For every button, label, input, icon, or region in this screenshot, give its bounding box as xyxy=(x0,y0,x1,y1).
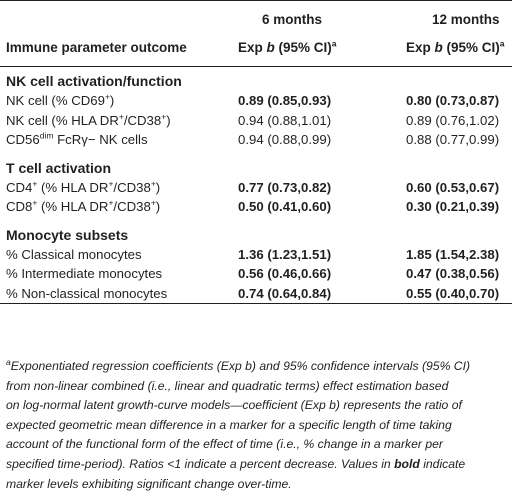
header-6-months: 6 months xyxy=(262,12,323,27)
value-6-months: 0.94 (0.88,1.01) xyxy=(238,112,332,128)
row-label: % Intermediate monocytes xyxy=(6,266,163,282)
row-label: NK cell (% HLA DR+/CD38+) xyxy=(6,111,171,128)
value-12-months: 0.88 (0.77,0.99) xyxy=(406,132,500,148)
value-12-months: 0.47 (0.38,0.56) xyxy=(406,266,500,282)
row-label: % Classical monocytes xyxy=(6,246,142,262)
table-footnote xyxy=(6,357,506,494)
footnote-line: $^a$Exponentiated regression coefficients (Exp b) and 95% confidence intervals (95% CI) xyxy=(6,356,471,373)
footnote-line: marker levels exhibiting significant change over-time. xyxy=(6,476,292,491)
row-label: CD4+ (% HLA DR+/CD38+) xyxy=(6,178,161,195)
table-row xyxy=(0,178,512,198)
table-row xyxy=(0,197,512,217)
table-row xyxy=(0,91,512,111)
table-row xyxy=(0,245,512,265)
table-row xyxy=(0,111,512,131)
section-title-nk xyxy=(0,67,512,92)
section-title: NK cell activation/function xyxy=(6,73,182,89)
value-12-months: 0.55 (0.40,0.70) xyxy=(406,285,500,301)
row-label: $CD56^{dim}$ FcRγ− NK cells xyxy=(6,130,148,148)
table-row xyxy=(0,284,512,304)
header-row-label: Immune parameter outcome xyxy=(6,40,187,55)
row-label: % Non-classical monocytes xyxy=(6,285,168,301)
value-12-months: 0.89 (0.76,1.02) xyxy=(406,112,500,128)
section-title: T cell activation xyxy=(6,159,112,176)
header-row-columns xyxy=(0,38,512,67)
table-row xyxy=(0,130,512,150)
header-exp-b-12: Exp b (95% CI)$^a$ xyxy=(406,38,505,55)
value-6-months: 0.56 (0.46,0.66) xyxy=(238,266,332,282)
footnote-line: from non-linear combined (i.e., linear and quadratic terms) effect estimation based xyxy=(6,378,449,393)
value-6-months: 0.77 (0.73,0.82) xyxy=(238,179,332,195)
value-12-months: 0.60 (0.53,0.67) xyxy=(406,179,500,195)
value-6-months: 0.94 (0.88,0.99) xyxy=(238,132,332,148)
value-6-months: 0.89 (0.85,0.93) xyxy=(238,93,332,109)
section-title: Monocyte subsets xyxy=(6,226,129,243)
section-title-t-cell xyxy=(0,156,512,178)
footnote-line: specified time-period). Ratios <1 indicate a percent decrease. Values in bold indicate xyxy=(6,456,466,471)
value-12-months: 1.85 (1.54,2.38) xyxy=(406,246,500,262)
header-row-periods xyxy=(0,1,512,39)
value-6-months: 1.36 (1.23,1.51) xyxy=(238,246,332,262)
row-label: CD8+ (% HLA DR+/CD38+) xyxy=(6,197,161,215)
row-label: NK cell (% CD69+) xyxy=(6,91,115,109)
footnote-line: account of the functional form of the effect of time (i.e., % change in a marker per xyxy=(6,437,443,452)
footnote-line: expected geometric mean difference in a marker for a specific length of time taking xyxy=(6,417,452,432)
header-exp-b-6: Exp b (95% CI)$^a$ xyxy=(238,38,337,55)
header-12-months: 12 months xyxy=(432,12,500,27)
header-empty-cell xyxy=(0,1,238,39)
value-6-months: 0.74 (0.64,0.84) xyxy=(238,285,332,301)
value-6-months: 0.50 (0.41,0.60) xyxy=(238,199,332,215)
table-row xyxy=(0,264,512,284)
value-12-months: 0.30 (0.21,0.39) xyxy=(406,199,500,215)
footnote-line: on log-normal latent growth-curve models—coefficient (Exp b) represents the ratio of xyxy=(6,398,462,413)
value-12-months: 0.80 (0.73,0.87) xyxy=(406,93,500,109)
section-title-monocytes xyxy=(0,223,512,245)
